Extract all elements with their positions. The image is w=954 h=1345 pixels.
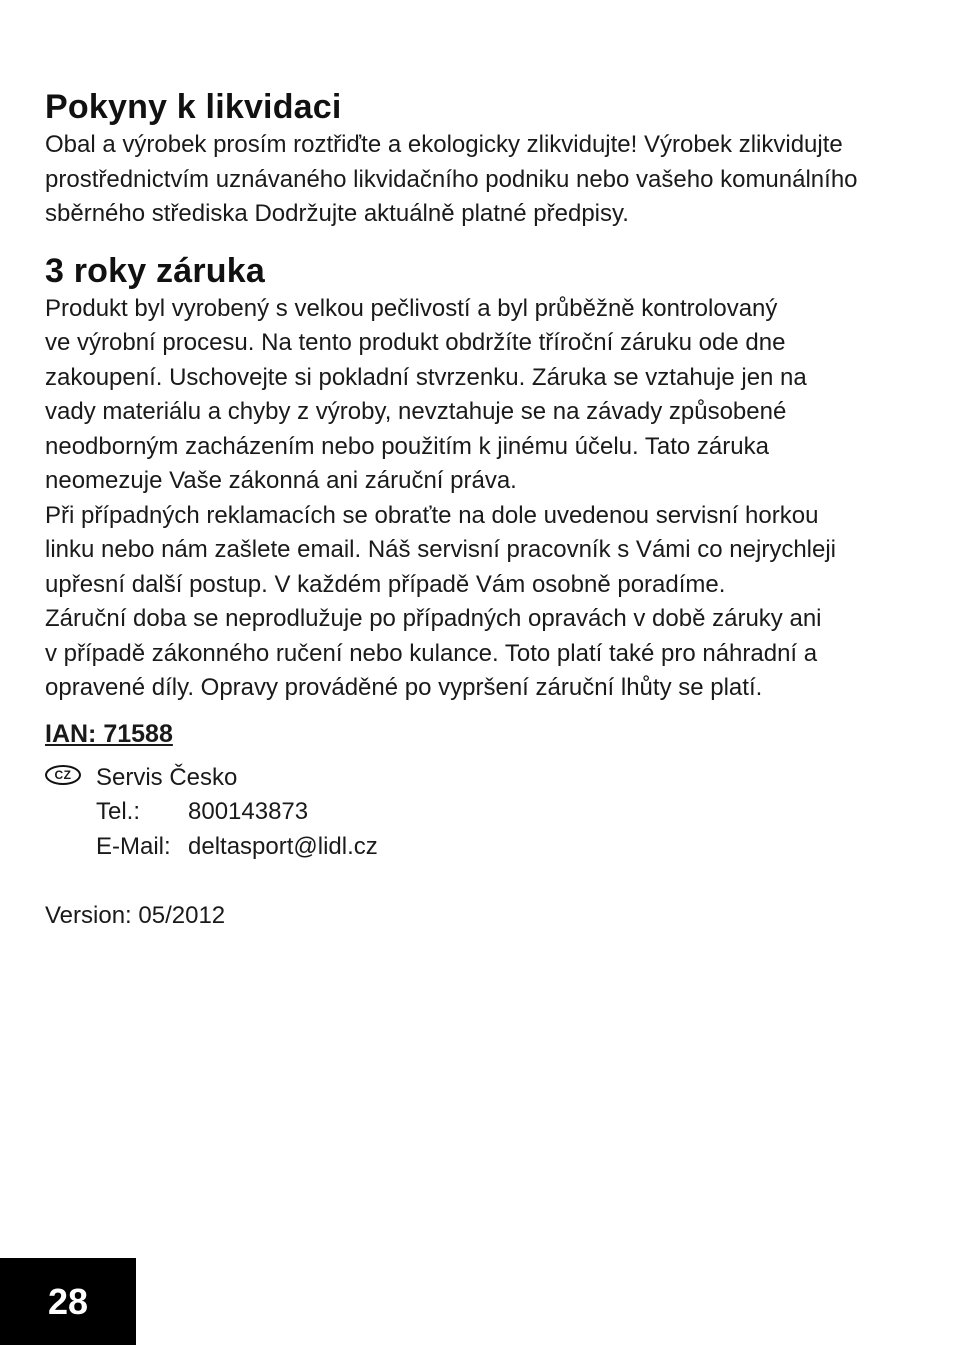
email-value: deltasport@lidl.cz xyxy=(188,832,378,860)
page-number: 28 xyxy=(0,1258,136,1345)
email-label: E-Mail: xyxy=(96,832,171,860)
warranty-paragraph-3: Záruční doba se neprodlužuje po případných opravách v době záruky ani v případě zákonného ručení nebo kulance. Toto platí také pro náhradní a opravené díly. Opravy prováděné po vypršení záruční lhůty se platí. xyxy=(45,605,822,701)
disposal-text: Obal a výrobek prosím roztřiďte a ekologicky zlikvidujte! Výrobek zlikvidujte prostřednictvím uznávaného likvidačního podniku nebo vašeho komunálního sběrného střediska Dodržujte aktuálně platné předpisy. xyxy=(45,131,858,227)
version-text: Version: 05/2012 xyxy=(45,902,226,929)
service-tel-row xyxy=(96,795,915,830)
service-name: Servis Česko xyxy=(96,763,238,791)
warranty-paragraph-2: Při případných reklamacích se obraťte na dole uvedenou servisní horkou linku nebo nám zašlete email. Náš servisní pracovník s Vámi co nejrychleji upřesní další postup. V každém případě Vám osobně poradíme. xyxy=(45,501,837,598)
cz-country-icon: CZ xyxy=(45,765,81,785)
disposal-heading: Pokyny k likvidaci xyxy=(45,88,342,126)
ian-number: IAN: 71588 xyxy=(45,719,173,748)
tel-value: 800143873 xyxy=(188,798,309,825)
tel-label: Tel.: xyxy=(96,798,141,825)
service-email-row xyxy=(96,830,915,865)
service-contact-block xyxy=(45,761,915,865)
service-lines xyxy=(96,761,915,865)
document-page xyxy=(45,86,915,934)
warranty-paragraph-1: Produkt byl vyrobený s velkou pečlivostí a byl průběžně kontrolovaný ve výrobní procesu. Na tento produkt obdržíte tříroční záruku ode dne zakoupení. Uschovejte si pokladní stvrzenku. Záruka se vztahuje jen na vady materiálu a chyby z výroby, nevztahuje se na závady způsobené neodborným zacházením nebo použitím k jinému účelu. Tato záruka neomezuje Vaše zákonná ani záruční práva. xyxy=(45,294,807,494)
warranty-heading: 3 roky záruka xyxy=(45,251,265,290)
